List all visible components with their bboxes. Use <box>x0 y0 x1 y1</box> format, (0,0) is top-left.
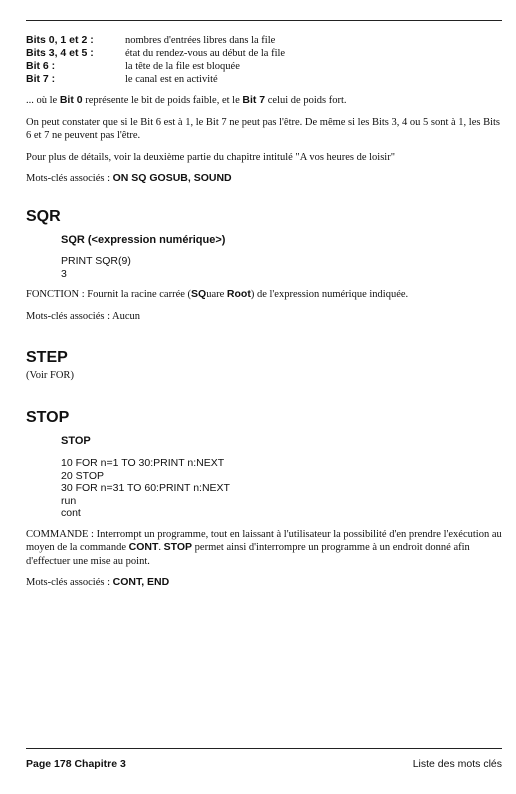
page-content <box>26 34 502 590</box>
bit-row <box>26 60 502 73</box>
sqr-syntax: SQR (<expression numérique>) <box>61 233 226 246</box>
details-note: Pour plus de détails, voir la deuxième partie du chapitre intitulé "A vos heures de loisir" <box>26 151 395 163</box>
stop-heading: STOP <box>26 408 70 426</box>
bottom-rule <box>26 748 502 749</box>
code-line: run <box>61 494 77 507</box>
code-line: cont <box>61 507 81 519</box>
stop-example <box>61 457 502 520</box>
code-line: 20 STOP <box>61 469 104 482</box>
sqr-heading: SQR <box>26 207 61 225</box>
related-keywords: Mots-clés associés : CONT, END <box>26 576 170 588</box>
code-line: 30 FOR n=31 TO 60:PRINT n:NEXT <box>61 482 230 494</box>
page-footer <box>26 758 502 770</box>
bit-order-note: ... où le Bit 0 représente le bit de poids faible, et le Bit 7 celui de poids fort. <box>26 94 347 106</box>
sqr-function: FONCTION : Fournit la racine carrée (SQuare Root) de l'expression numérique indiquée. <box>26 288 409 300</box>
related-keywords: Mots-clés associés : Aucun <box>26 310 141 322</box>
bit-row <box>26 47 502 60</box>
bit-desc: la tête de la file est bloquée <box>125 61 240 72</box>
bit-row <box>26 73 502 86</box>
section-title: Liste des mots clés <box>412 758 502 770</box>
page-number: Page 178 Chapitre 3 <box>26 758 126 770</box>
stop-command: COMMANDE : Interrompt un programme, tout en laissant à l'utilisateur la possibilité d'en prendre l'exécution au moyen de la commande CONT. STOP permet ainsi d'interrompre un programme à un endroit donné afin d'effectuer une mise au point. <box>26 528 502 567</box>
bit-desc: le canal est en activité <box>125 74 218 85</box>
bit-label: Bits 3, 4 et 5 : <box>26 47 94 59</box>
code-line: PRINT SQR(9) <box>61 255 131 267</box>
step-heading: STEP <box>26 349 68 366</box>
bit-label: Bit 6 : <box>26 60 56 72</box>
bit-row <box>26 34 502 47</box>
code-line: 10 FOR n=1 TO 30:PRINT n:NEXT <box>61 457 225 469</box>
code-line: 3 <box>61 267 67 280</box>
step-text: (Voir FOR) <box>26 370 74 381</box>
bit-list <box>26 34 502 86</box>
bit-label: Bits 0, 1 et 2 : <box>26 34 94 46</box>
bit-desc: état du rendez-vous au début de la file <box>125 48 286 59</box>
bit-desc: nombres d'entrées libres dans la file <box>125 35 276 46</box>
sqr-example <box>61 255 502 280</box>
top-rule <box>26 20 502 21</box>
related-keywords: Mots-clés associés : ON SQ GOSUB, SOUND <box>26 172 232 184</box>
bit-label: Bit 7 : <box>26 73 56 85</box>
stop-syntax: STOP <box>61 434 91 447</box>
bit-constraint-note: On peut constater que si le Bit 6 est à 1, le Bit 7 ne peut pas l'être. De même si les Bits 3, 4 ou 5 sont à 1, les Bits 6 et 7 ne peuvent pas l'être. <box>26 116 501 141</box>
